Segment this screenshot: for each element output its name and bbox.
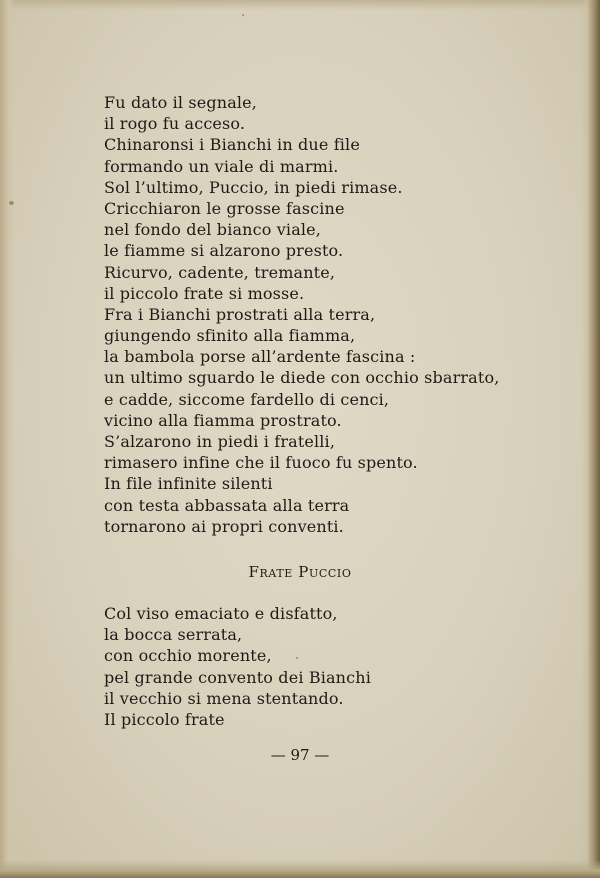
poem-line: giungendo sfinito alla fiamma,: [104, 326, 356, 346]
poem-line: con testa abbassata alla terra: [104, 495, 350, 515]
poem-line: le fiamme si alzarono presto.: [104, 241, 344, 261]
poem-line: rimasero infine che il fuoco fu spento.: [104, 453, 418, 473]
poem-line: pel grande convento dei Bianchi: [104, 667, 371, 687]
page-bottom-edge: [0, 860, 600, 878]
poem-stanza-2: [104, 603, 371, 730]
poem-line: nel fondo del bianco viale,: [104, 220, 322, 240]
poem-line: con occhio morente,: [104, 646, 272, 666]
poem-line: formando un viale di marmi.: [104, 156, 339, 176]
poem-line: il vecchio si mena stentando.: [104, 688, 344, 708]
page-top-edge: [0, 0, 600, 10]
poem-line: Col viso emaciato e disfatto,: [104, 604, 338, 623]
poem-line: tornarono ai propri conventi.: [104, 516, 344, 536]
page-number: — 97 —: [270, 746, 330, 764]
poem-line: Ricurvo, cadente, tremante,: [104, 262, 336, 282]
poem-line: la bocca serrata,: [104, 625, 243, 645]
poem-line: Chinaronsi i Bianchi in due file: [104, 135, 360, 155]
poem-stanza-1: [104, 92, 499, 537]
poem-line: e cadde, siccome fardello di cenci,: [104, 389, 390, 409]
paper-speck: [242, 14, 244, 16]
poem-line: un ultimo sguardo le diede con occhio sbarrato,: [104, 368, 500, 388]
poem-line: il rogo fu acceso.: [104, 114, 246, 134]
poem-line: Fra i Bianchi prostrati alla terra,: [104, 304, 376, 324]
poem-line: Sol l’ultimo, Puccio, in piedi rimase.: [104, 177, 403, 197]
poem-line: Cricchiaron le grosse fascine: [104, 198, 345, 218]
poem-line: In file infinite silenti: [104, 474, 273, 494]
poem-line: il piccolo frate si mosse.: [104, 283, 305, 303]
poem-line: vicino alla fiamma prostrato.: [104, 410, 342, 430]
poem-line: S’alzarono in piedi i fratelli,: [104, 432, 336, 451]
section-title: Frate Puccio: [248, 563, 352, 581]
poem-line: Il piccolo frate: [104, 709, 225, 729]
paper-speck: [9, 201, 14, 205]
poem-line: Fu dato il segnale,: [104, 93, 258, 112]
poem-line: la bambola porse all’ardente fascina :: [104, 347, 416, 367]
